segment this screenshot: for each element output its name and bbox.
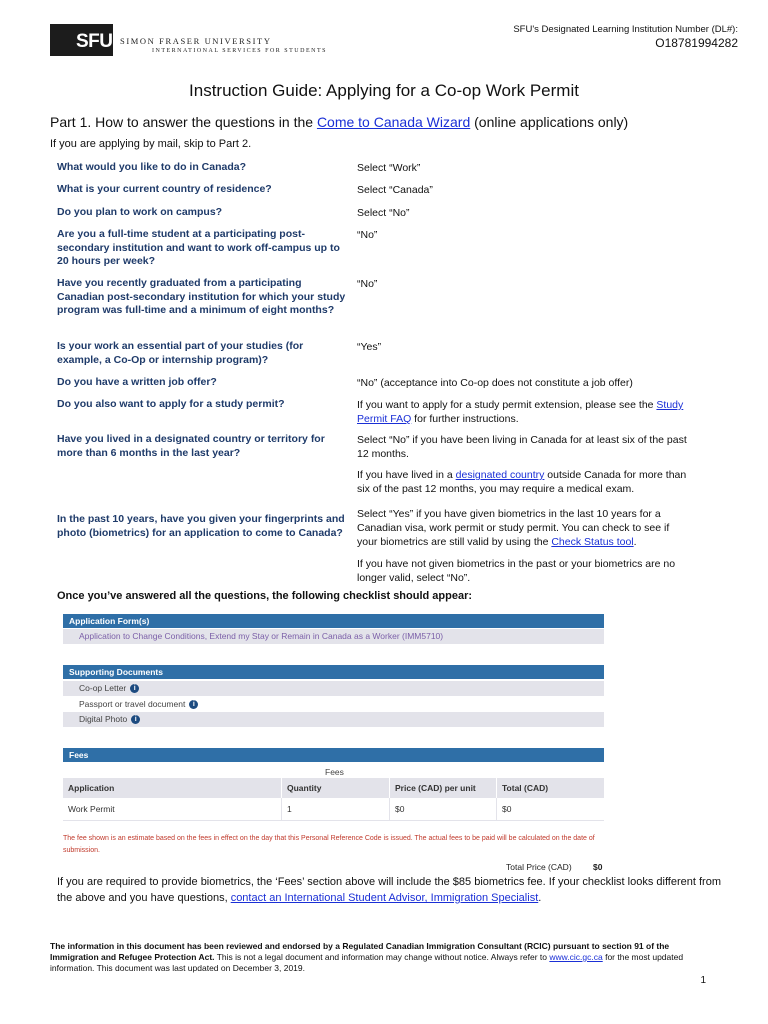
part1-prefix: Part 1. How to answer the questions in the bbox=[50, 114, 317, 130]
answer-3: Select “No” bbox=[357, 207, 410, 219]
answer-10a-post: . bbox=[633, 536, 637, 548]
answer-10a bbox=[357, 507, 692, 549]
table-row bbox=[63, 798, 604, 821]
cell-application: Work Permit bbox=[68, 804, 115, 814]
footer-text-1: This is not a legal document and information may change without notice. Always refer to bbox=[214, 952, 550, 962]
answer-5: “No” bbox=[357, 278, 378, 290]
answer-6: “Yes” bbox=[357, 341, 382, 353]
col-application: Application bbox=[68, 783, 115, 793]
cell-quantity: 1 bbox=[281, 798, 389, 820]
part1-heading bbox=[50, 114, 628, 130]
cell-total: $0 bbox=[496, 798, 604, 820]
supporting-documents-header: Supporting Documents bbox=[63, 665, 604, 679]
answer-9b bbox=[357, 468, 692, 496]
question-6: Is your work an essential part of your studies (for example, a Co-Op or internship program)? bbox=[57, 340, 304, 366]
info-icon[interactable]: i bbox=[130, 684, 139, 693]
check-status-tool-link[interactable]: Check Status tool bbox=[551, 536, 634, 548]
question-8: Do you also want to apply for a study permit? bbox=[57, 398, 285, 410]
fees-table-header bbox=[63, 778, 604, 798]
cell-price: $0 bbox=[389, 798, 496, 820]
doc-item-coop-letter bbox=[63, 681, 604, 696]
question-10: In the past 10 years, have you given your fingerprints and photo (biometrics) for an application to come to Canada? bbox=[57, 513, 345, 539]
answer-9a: Select “No” if you have been living in Canada for at least six of the past 12 months. bbox=[357, 434, 687, 460]
answer-7: “No” (acceptance into Co-op does not constitute a job offer) bbox=[357, 377, 633, 389]
question-9: Have you lived in a designated country or territory for more than 6 months in the last year? bbox=[57, 433, 325, 459]
answer-10a-pre: Select “Yes” if you have given biometrics in the last 10 years for a Canadian visa, work permit or study permit. You can check to see if your biometrics are still valid by using the bbox=[357, 508, 670, 548]
answer-2: Select “Canada” bbox=[357, 184, 433, 196]
application-forms-header: Application Form(s) bbox=[63, 614, 604, 628]
info-icon[interactable]: i bbox=[131, 715, 140, 724]
col-quantity: Quantity bbox=[281, 778, 389, 798]
fees-header: Fees bbox=[63, 748, 604, 762]
doc-item-digital-photo bbox=[63, 712, 604, 727]
fees-table-caption: Fees bbox=[325, 767, 344, 777]
sfu-logo-text: SFU bbox=[76, 31, 113, 52]
answer-9b-post: outside Canada for more than six of the past 12 months, you may require a medical exam. bbox=[357, 469, 687, 495]
question-7: Do you have a written job offer? bbox=[57, 376, 217, 388]
answer-10b: If you have not given biometrics in the past or your biometrics are no longer valid, select “No”. bbox=[357, 558, 676, 584]
footer-bold: The information in this document has been reviewed and endorsed by a Regulated Canadian Immigration Consultant (RCIC) pursuant to section 91 of the Immigration and Refugee Protection Act. bbox=[50, 941, 670, 962]
question-2: What is your current country of residence? bbox=[57, 183, 272, 195]
question-4: Are you a full-time student at a participating post-secondary institution and want to work off-campus up to 20 hours per week? bbox=[57, 228, 340, 267]
answer-4: “No” bbox=[357, 229, 378, 241]
total-price-label: Total Price (CAD) bbox=[506, 862, 572, 872]
doc-item-passport bbox=[63, 697, 604, 712]
application-form-item[interactable]: Application to Change Conditions, Extend my Stay or Remain in Canada as a Worker (IMM5710) bbox=[63, 629, 604, 644]
total-price-value: $0 bbox=[593, 862, 603, 872]
col-price: Price (CAD) per unit bbox=[389, 778, 496, 798]
footer-text-2: for the most updated information. This document was last updated on December 3, 2019. bbox=[50, 952, 684, 973]
col-total: Total (CAD) bbox=[496, 778, 604, 798]
dli-number: O18781994282 bbox=[655, 36, 738, 50]
checklist-heading: Once you’ve answered all the questions, the following checklist should appear: bbox=[57, 590, 473, 602]
contact-advisor-link[interactable]: contact an International Student Advisor, Immigration Specialist bbox=[230, 892, 539, 904]
answer-8 bbox=[357, 398, 692, 426]
answer-1: Select “Work” bbox=[357, 162, 421, 174]
page-number: 1 bbox=[700, 975, 706, 986]
biometrics-paragraph bbox=[57, 874, 727, 906]
answer-8-pre: If you want to apply for a study permit extension, please see the bbox=[357, 399, 657, 411]
question-3: Do you plan to work on campus? bbox=[57, 206, 223, 218]
doc-label: Digital Photo bbox=[79, 714, 128, 724]
footer-disclaimer bbox=[50, 941, 720, 974]
answer-8-post: for further instructions. bbox=[411, 413, 519, 425]
dli-label: SFU's Designated Learning Institution Number (DL#): bbox=[513, 24, 738, 35]
info-icon[interactable]: i bbox=[189, 700, 198, 709]
university-name: SIMON FRASER UNIVERSITY bbox=[120, 36, 272, 46]
doc-label: Co-op Letter bbox=[79, 683, 127, 693]
unit-name: INTERNATIONAL SERVICES FOR STUDENTS bbox=[152, 48, 327, 54]
fee-estimate-note: The fee shown is an estimate based on the fees in effect on the day that this Personal Reference Code is issued. The actual fees to be paid will be calculated on the date of submission. bbox=[63, 835, 595, 854]
question-1: What would you like to do in Canada? bbox=[57, 161, 246, 173]
designated-country-link[interactable]: designated country bbox=[455, 469, 545, 481]
part1-suffix: (online applications only) bbox=[470, 114, 629, 130]
biometrics-post: . bbox=[538, 892, 542, 904]
answer-9b-pre: If you have lived in a bbox=[357, 469, 456, 481]
question-5: Have you recently graduated from a participating Canadian post-secondary institution for which your study program was full-time and a minimum of eight months? bbox=[57, 277, 346, 316]
doc-label: Passport or travel document bbox=[79, 699, 186, 709]
come-to-canada-wizard-link[interactable]: Come to Canada Wizard bbox=[316, 114, 471, 130]
biometrics-pre: If you are required to provide biometrics, the ‘Fees’ section above will include the $85 biometrics fee. If your checklist looks different from the above and you have questions, bbox=[57, 876, 721, 904]
cic-link[interactable]: www.cic.gc.ca bbox=[549, 952, 603, 962]
intro-text: If you are applying by mail, skip to Part 2. bbox=[50, 138, 252, 150]
study-permit-faq-link[interactable]: Study Permit FAQ bbox=[357, 399, 684, 425]
document-title: Instruction Guide: Applying for a Co-op Work Permit bbox=[189, 81, 579, 100]
